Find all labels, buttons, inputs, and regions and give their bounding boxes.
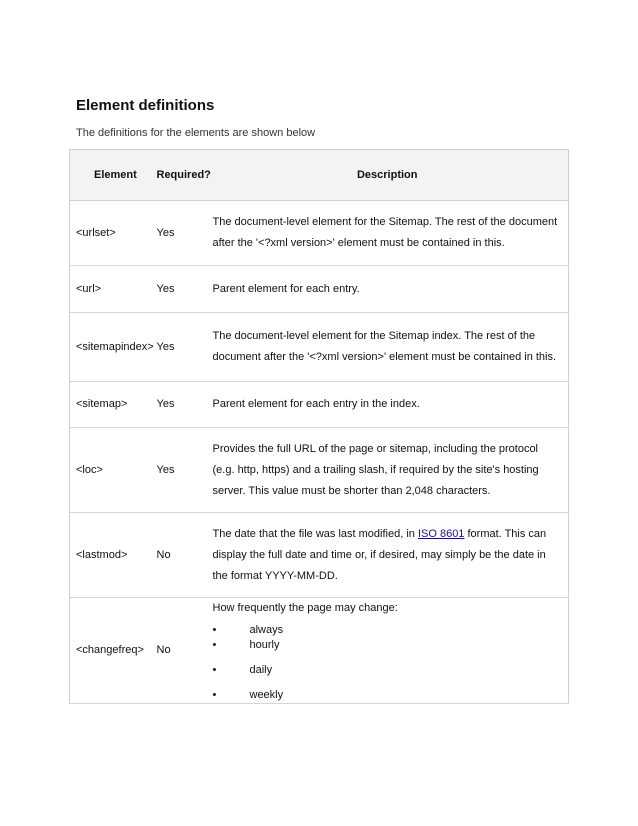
option-label: hourly (249, 639, 280, 651)
cell-element: <lastmod> (70, 513, 151, 598)
option-label: weekly (249, 689, 284, 701)
list-item (213, 663, 563, 678)
cell-element: <loc> (70, 428, 151, 513)
bullet-icon: • (212, 639, 217, 651)
cell-description: Provides the full URL of the page or sitemap, including the protocol (e.g. http, https) and a trailing slash, if required by the site's hosting server. This value must be shorter than 2,048 characters. (207, 428, 569, 513)
table-header-row (70, 150, 569, 201)
option-label: always (249, 624, 284, 636)
section-heading: Element definitions (76, 97, 215, 114)
bullet-icon: • (212, 664, 217, 676)
cell-description: Parent element for each entry in the index. (207, 382, 569, 428)
cell-description: Parent element for each entry. (207, 266, 569, 313)
list-item (213, 688, 563, 703)
iso-8601-link[interactable]: ISO 8601 (417, 527, 465, 540)
cell-element: <sitemap> (70, 382, 151, 428)
cell-description (207, 513, 569, 598)
cell-element: <sitemapindex> (70, 313, 151, 382)
header-element: Element (70, 150, 151, 201)
header-description: Description (207, 150, 569, 201)
cell-required: No (151, 598, 207, 704)
cell-element: <urlset> (70, 201, 151, 266)
cell-required: Yes (151, 382, 207, 428)
header-required: Required? (151, 150, 207, 201)
element-definitions-table (69, 149, 569, 704)
cell-description: The document-level element for the Sitemap index. The rest of the document after the '<?xml version>' element must be contained in this. (207, 313, 569, 382)
table-row (70, 513, 569, 598)
table-row (70, 428, 569, 513)
table-row (70, 598, 569, 704)
table-row (70, 266, 569, 313)
cell-description: The document-level element for the Sitemap. The rest of the document after the '<?xml version>' element must be contained in this. (207, 201, 569, 266)
cell-required: No (151, 513, 207, 598)
table-row (70, 382, 569, 428)
list-item (213, 623, 563, 638)
changefreq-options-list (213, 623, 563, 703)
cell-required: Yes (151, 428, 207, 513)
cell-required: Yes (151, 266, 207, 313)
description-text: The date that the file was last modified, in (212, 527, 418, 540)
option-label: daily (249, 664, 273, 676)
cell-description (207, 598, 569, 704)
table-row (70, 201, 569, 266)
cell-required: Yes (151, 201, 207, 266)
list-item (213, 638, 563, 653)
cell-required: Yes (151, 313, 207, 382)
description-text: format. This can display the full date and time or, if desired, may simply be the date in the format YYYY-MM-DD. (212, 527, 547, 582)
cell-element: <url> (70, 266, 151, 313)
description-text: How frequently the page may change: (212, 602, 398, 614)
cell-element: <changefreq> (70, 598, 151, 704)
table-row (70, 313, 569, 382)
section-subtitle: The definitions for the elements are shown below (76, 127, 316, 139)
bullet-icon: • (212, 689, 217, 701)
bullet-icon: • (212, 624, 217, 636)
